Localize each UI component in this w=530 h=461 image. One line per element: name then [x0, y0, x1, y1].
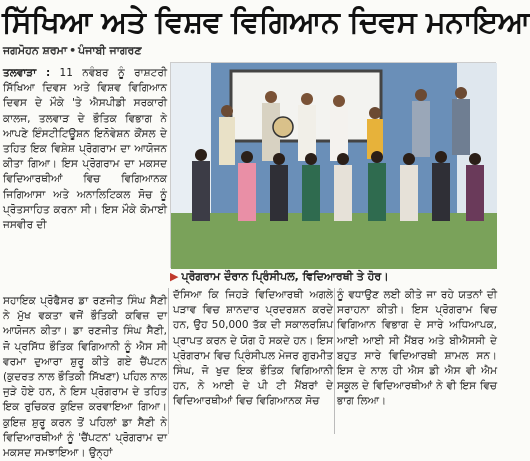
article-column-left: [3, 66, 167, 294]
caption-arrow-icon: ▶: [170, 270, 179, 283]
event-photo: [170, 62, 496, 268]
dateline: ਤਲਵਾੜਾ :: [3, 67, 51, 79]
clock-award: [273, 117, 293, 137]
column-divider-1: [168, 288, 169, 434]
reporter-name: ਜਗਮੋਹਨ ਸ਼ਰਮਾ: [3, 44, 68, 57]
article-text-3: ਦੱਸਿਆ ਕਿ ਜਿਹੜੇ ਵਿਦਿਆਰਥੀ ਅਗਲੇ ਪੜਾਵ ਵਿਚ ਸ਼ਾਨਦਾਰ ਪ੍ਰਦਰਸ਼ਨ ਕਰਦੇ ਹਨ, ਉਹ 50,000 ਤੱਕ ਦੀ ਸਕਾਲਰਸ਼ਿਪ ਪ੍ਰਾਪਤ ਕਰਨ ਦੇ ਯੋਗ ਹੋ ਸਕਦੇ ਹਨ। ਇਸ ਪ੍ਰੋਗਰਾਮ ਵਿਚ ਪ੍ਰਿੰਸੀਪਲ ਮੇਜਰ ਗੁਰਮੀਤ ਸਿੰਘ, ਜੋ ਖੁਦ ਇਕ ਭੌਤਿਕ ਵਿਗਿਆਨੀ ਹਨ, ਨੇ ਆਈ ਦੇ ਪੀ ਟੀ ਮੈਂਬਰਾਂ ਦੇ ਵਿਦਿਆਰਥੀਆਂ ਵਿਚ ਵਿਗਿਆਨਕ ਸੋਚ: [173, 289, 333, 408]
article-column-bottom-left: [3, 294, 167, 460]
caption-text: ਪ੍ਰੋਗਰਾਮ ਦੌਰਾਨ ਪ੍ਰਿੰਸੀਪਲ, ਵਿਦਿਆਰਥੀ ਤੇ ਹੋਰ।: [181, 270, 389, 283]
byline-separator: •: [69, 44, 77, 57]
article-column-right: [337, 288, 497, 436]
column-divider-2: [334, 288, 335, 434]
photo-caption: [170, 270, 496, 286]
byline: [3, 44, 142, 62]
headline: ਸਿੱਖਿਆ ਅਤੇ ਵਿਸ਼ਵ ਵਿਗਿਆਨ ਦਿਵਸ ਮਨਾਇਆ: [2, 5, 530, 40]
source-name: ਪੰਜਾਬੀ ਜਾਗਰਣ: [78, 44, 142, 57]
article-text-1: 11 ਨਵੰਬਰ ਨੂੰ ਰਾਸ਼ਟਰੀ ਸਿੱਖਿਆ ਦਿਵਸ ਅਤੇ ਵਿਸ਼ਵ ਵਿਗਿਆਨ ਦਿਵਸ ਦੇ ਮੌਕੇ 'ਤੇ ਐਸਪੀਡੀ ਸਰਕਾਰੀ ਕਾਲਜ, ਤਲਵਾੜ ਦੇ ਭੌਤਿਕ ਵਿਭਾਗ ਨੇ ਆਪਣੇ ਇੰਸਟੀਟਿਊਸ਼ਨ ਇਨੋਵੇਸ਼ਨ ਕੌਂਸਲ ਦੇ ਤਹਿਤ ਇਕ ਵਿਸ਼ੇਸ਼ ਪ੍ਰੋਗਰਾਮ ਦਾ ਆਯੋਜਨ ਕੀਤਾ ਗਿਆ। ਇਸ ਪ੍ਰੋਗਰਾਮ ਦਾ ਮਕਸਦ ਵਿਦਿਆਰਥੀਆਂ ਵਿਚ ਵਿਗਿਆਨਕ ਜਿਗਿਆਸਾ ਅਤੇ ਅਨਾਲਿਟਿਕਲ ਸੋਚ ਨੂੰ ਪ੍ਰੋਤਸਾਹਿਤ ਕਰਨਾ ਸੀ। ਇਸ ਮੌਕੇ ਕੋਮਾਈ ਜਸਵੀਰ ਦੀ: [3, 67, 167, 232]
event-photo-illustration: [171, 63, 497, 269]
article-text-4: ਨੂੰ ਵਧਾਉਣ ਲਈ ਕੀਤੇ ਜਾ ਰਹੇ ਯਤਨਾਂ ਦੀ ਸਰਾਹਨਾ ਕੀਤੀ। ਇਸ ਪ੍ਰੋਗਰਾਮ ਵਿਚ ਵਿਗਿਆਨ ਵਿਭਾਗ ਦੇ ਸਾਰੇ ਅਧਿਆਪਕ, ਆਈ ਆਈ ਸੀ ਮੈਂਬਰ ਅਤੇ ਬੀਐਸਸੀ ਦੇ ਬਹੁਤ ਸਾਰੇ ਵਿਦਿਆਰਥੀ ਸ਼ਾਮਲ ਸਨ। ਇਸ ਦੇ ਨਾਲ ਹੀ ਐਸ ਡੀ ਐਸ ਵੀ ਐਮ ਸਕੂਲ ਦੇ ਵਿਦਿਆਰਥੀਆਂ ਨੇ ਵੀ ਇਸ ਵਿਚ ਭਾਗ ਲਿਆ।: [337, 289, 497, 408]
photo-floor: [171, 213, 497, 269]
article-text-2: ਸਹਾਇਕ ਪ੍ਰੋਫੈਸਰ ਡਾ ਰਣਜੀਤ ਸਿੰਘ ਸੈਣੀ ਨੇ ਮੁੱਖ ਵਕਤਾ ਵਜੋਂ ਭੌਤਿਕੀ ਕਵਿਜ਼ ਦਾ ਆਯੋਜਨ ਕੀਤਾ। ਡਾ ਰਣਜੀਤ ਸਿੰਘ ਸੈਣੀ, ਜੋ ਪ੍ਰਸਿੱਧ ਭੌਤਿਕ ਵਿਗਿਆਨੀ ਨੂੰ ਐਸ ਸੀ ਵਰਮਾ ਦੁਆਰਾ ਸ਼ੁਰੂ ਕੀਤੇ ਗਏ ਚੈਂਪਟਨ (ਕੁਦਰਤ ਨਾਲ ਭੌਤਿਕੀ ਸਿੱਖਣਾ) ਪਹਿਲ ਨਾਲ ਜੁੜੇ ਹੋਏ ਹਨ, ਨੇ ਇਸ ਪ੍ਰੋਗਰਾਮ ਦੇ ਤਹਿਤ ਇਕ ਰੁਚਿਕਰ ਕੁਇਜ਼ ਕਰਵਾਇਆ ਗਿਆ। ਕੁਇਜ਼ ਸ਼ੁਰੂ ਕਰਨ ਤੋਂ ਪਹਿਲਾਂ ਡਾ ਸੈਣੀ ਨੇ ਵਿਦਿਆਰਥੀਆਂ ਨੂੰ 'ਚੈਂਪਟਨ' ਪ੍ਰੋਗਰਾਮ ਦਾ ਮਕਸਦ ਸਮਝਾਇਆ। ਉਨ੍ਹਾਂ: [3, 295, 167, 460]
article-column-middle: [173, 288, 333, 436]
